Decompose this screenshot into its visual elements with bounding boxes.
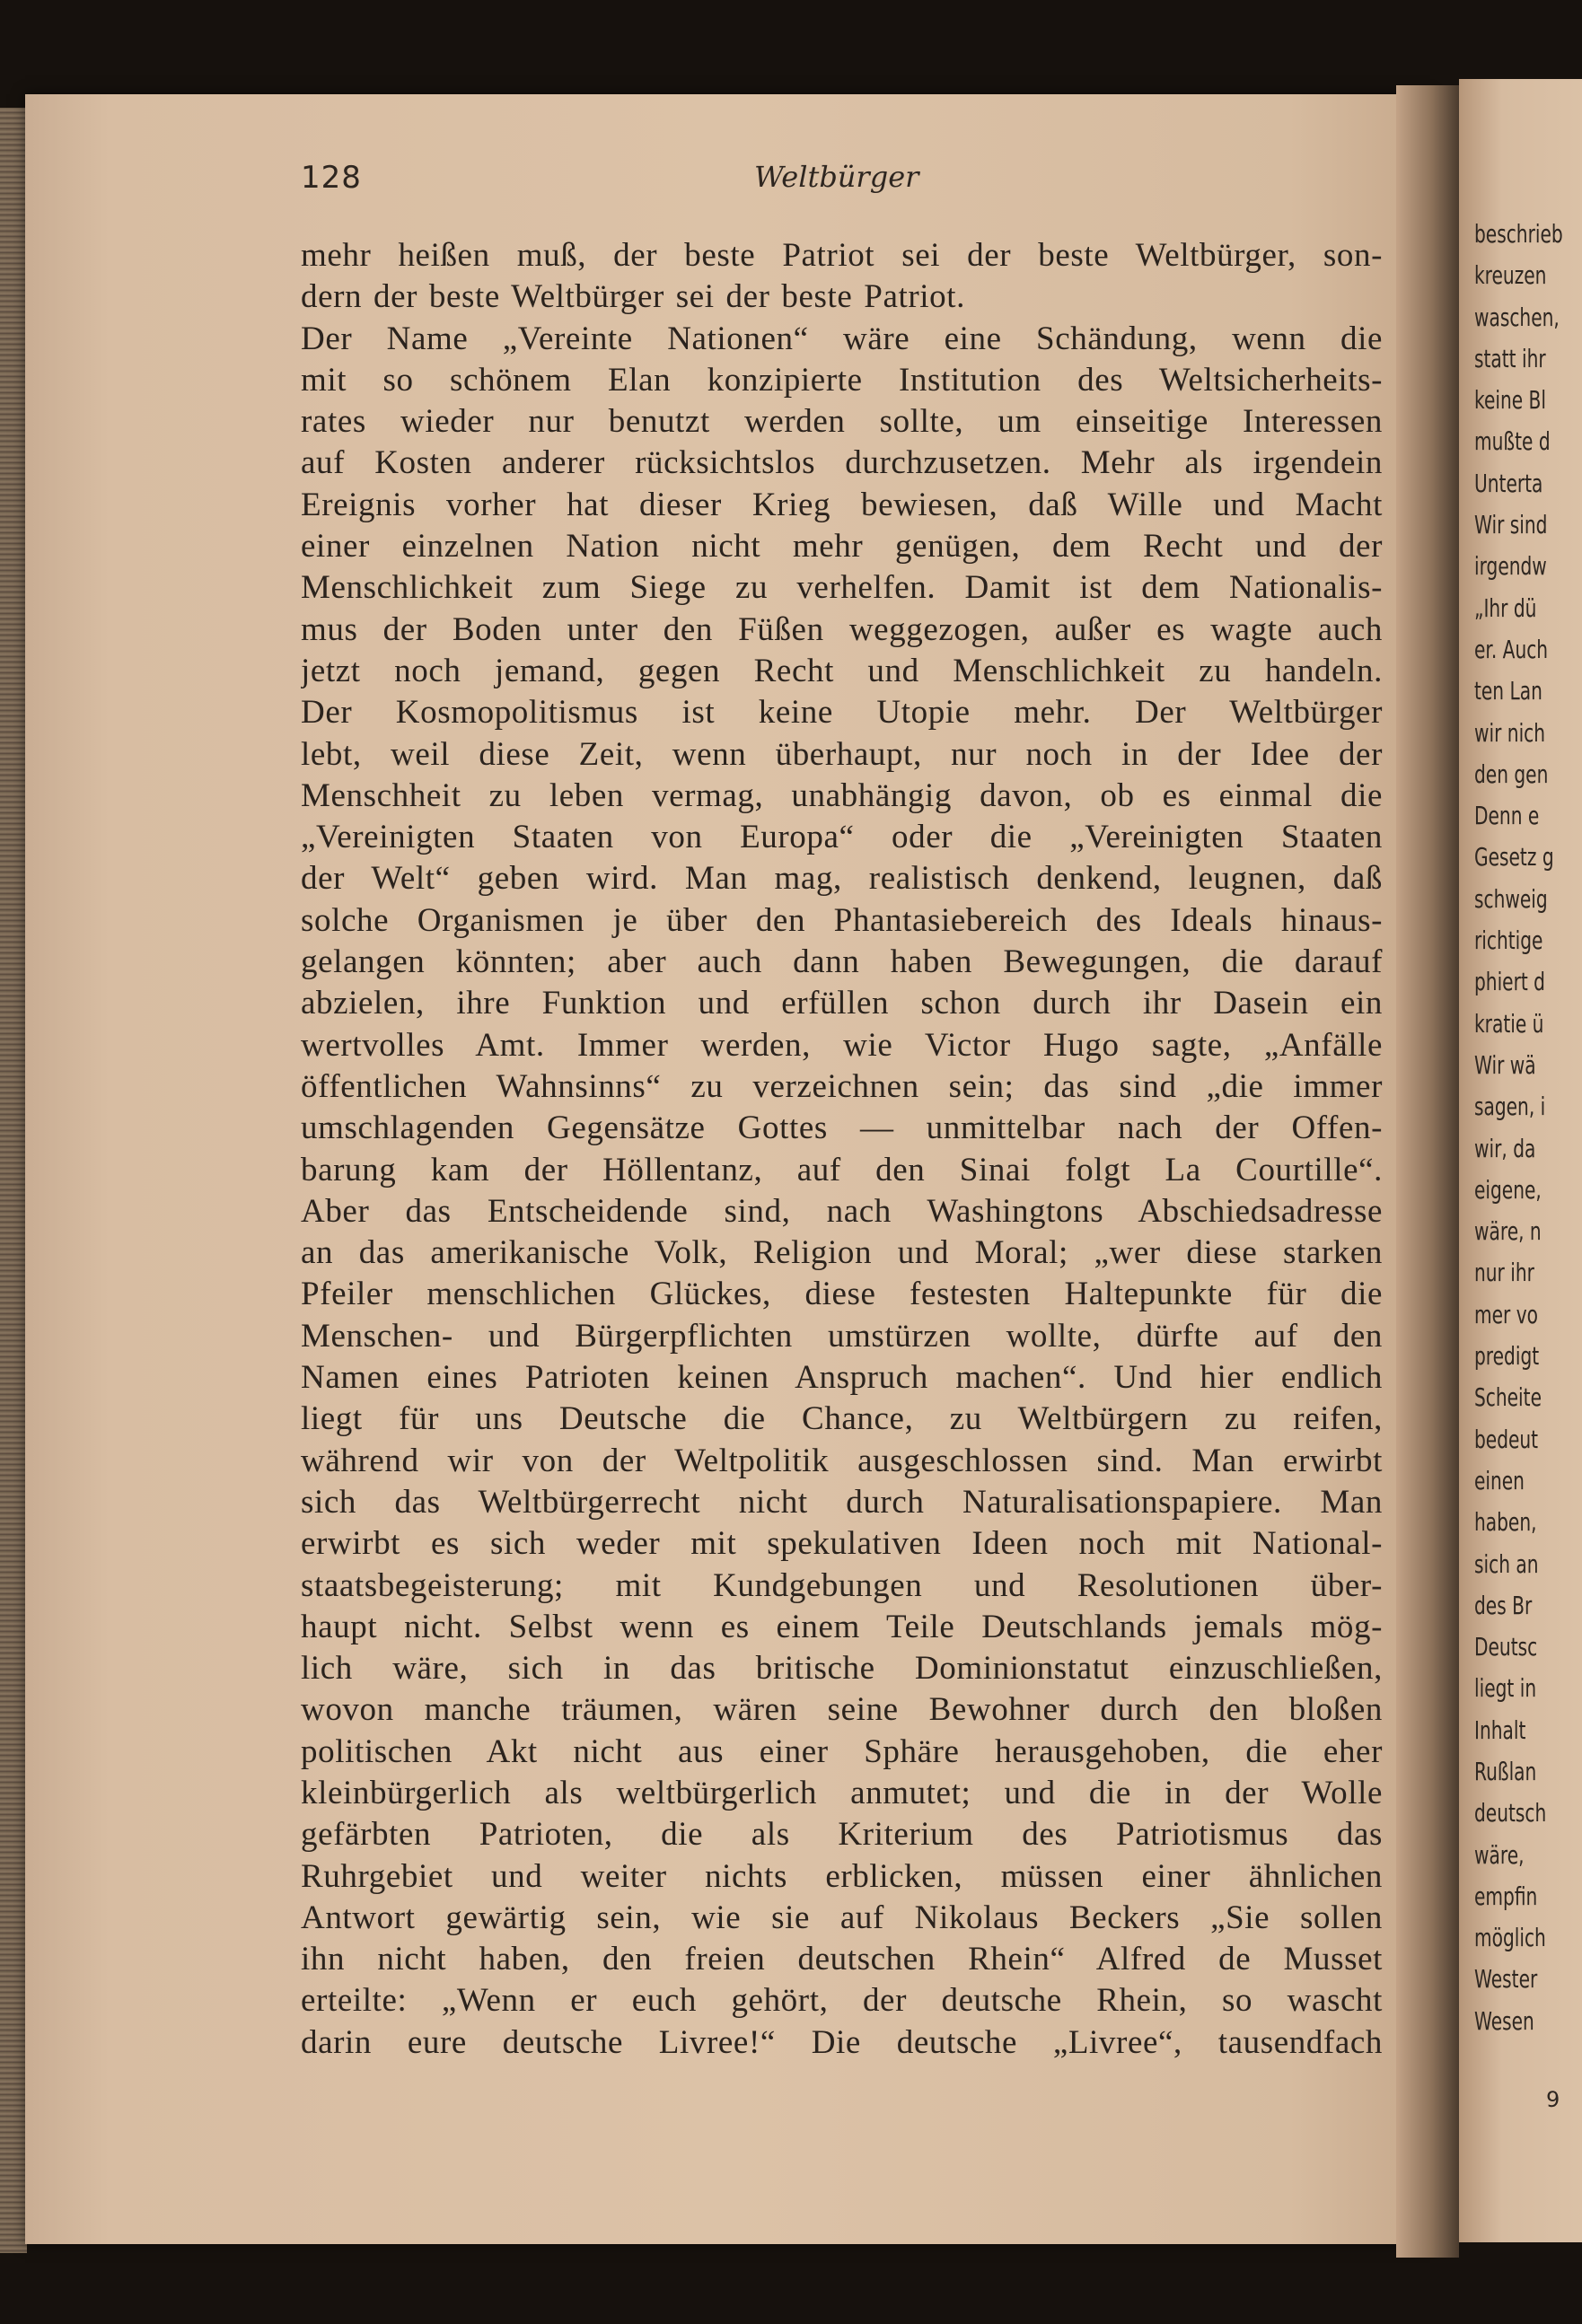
right-page-line-fragment: Inhalt [1474,1714,1526,1745]
right-page-line-fragment: irgendw [1474,551,1547,582]
right-page-line-fragment: wir nich [1474,717,1546,748]
text-line: „Vereinigten Staaten von Europa“ oder die „Vereinigten Staaten [301,819,1383,856]
book-gutter [1396,85,1459,2258]
running-title: Weltbürger [754,160,919,194]
text-line: Aber das Entscheidende sind, nach Washingtons Abschiedsadresse [301,1192,1383,1230]
text-line: Der Kosmopolitismus ist keine Utopie mehr. Der Weltbürger [301,694,1383,732]
text-line: lebt, weil diese Zeit, wenn überhaupt, nur noch in der Idee der [301,735,1383,773]
right-page-text-fragments [1474,214,1582,2042]
text-line: liegt für uns Deutsche die Chance, zu Weltbürgern zu reifen, [301,1400,1383,1438]
right-page-line-fragment: Wir sind [1474,510,1548,540]
right-page-line-fragment: Deutsc [1474,1632,1538,1662]
right-page-line-fragment: Wesen [1474,2005,1534,2036]
text-line: rates wieder nur benutzt werden sollte, um einseitige Interessen [301,403,1383,441]
right-page-line-fragment: deutsch [1474,1798,1547,1829]
page-number: 128 [301,160,362,196]
right-page-line-fragment: Denn e [1474,801,1540,831]
right-page-line-fragment: predigt [1474,1341,1540,1372]
right-page-line-fragment: er. Auch [1474,634,1549,664]
text-line: erteilte: „Wenn er euch gehört, der deutsche Rhein, so wascht [301,1982,1383,2020]
right-page-line-fragment: Scheite [1474,1382,1542,1413]
right-page-line-fragment: Unterta [1474,468,1543,498]
text-line: an das amerikanische Volk, Religion und Moral; „wer diese starken [301,1234,1383,1272]
text-line: einer einzelnen Nation nicht mehr genügen, dem Recht und der [301,528,1383,566]
right-page-line-fragment: den gen [1474,759,1549,789]
text-line: Menschlichkeit zum Siege zu verhelfen. Damit ist dem Nationalis- [301,569,1383,607]
text-line: gefärbten Patrioten, die als Kriterium des Patriotismus das [301,1816,1383,1854]
text-line: sich das Weltbürgerrecht nicht durch Naturalisationspapiere. Man [301,1483,1383,1521]
page-stack-edge [0,108,27,2253]
text-line: umschlagenden Gegensätze Gottes — unmittelbar nach der Offen- [301,1109,1383,1147]
right-page-line-fragment: des Br [1474,1590,1533,1620]
right-page-line-fragment: liegt in [1474,1673,1537,1704]
text-line: Pfeiler menschlichen Glückes, diese festesten Haltepunkte für die [301,1276,1383,1313]
running-head [301,160,1378,205]
text-line: wovon manche träumen, wären seine Bewohner durch den bloßen [301,1691,1383,1729]
text-line: abzielen, ihre Funktion und erfüllen schon durch ihr Dasein ein [301,985,1383,1022]
right-page-line-fragment: bedeut [1474,1424,1539,1454]
text-line: solche Organismen je über den Phantasiebereich des Ideals hinaus- [301,901,1383,939]
text-line: kleinbürgerlich als weltbürgerlich anmutet; und die in der Wolle [301,1774,1383,1811]
right-page-line-fragment: kreuzen [1474,260,1547,291]
text-line: auf Kosten anderer rücksichtslos durchzusetzen. Mehr als irgendein [301,444,1383,482]
right-page-line-fragment: möglich [1474,1923,1546,1953]
right-page-line-fragment: mer vo [1474,1299,1539,1329]
text-line: während wir von der Weltpolitik ausgeschlossen sind. Man erwirbt [301,1442,1383,1479]
right-page-line-fragment: Wir wä [1474,1049,1536,1080]
right-page-line-fragment: sagen, i [1474,1092,1546,1122]
text-line: Menschen- und Bürgerpflichten umstürzen wollte, dürfte auf den [301,1317,1383,1355]
text-line: mit so schönem Elan konzipierte Institution des Weltsicherheits- [301,361,1383,399]
right-page-number: 9 [1546,2087,1560,2112]
right-page-line-fragment: empfin [1474,1881,1538,1911]
right-page-line-fragment: beschrieb [1474,219,1563,249]
right-page-line-fragment: statt ihr [1474,343,1546,373]
text-line: jetzt noch jemand, gegen Recht und Menschlichkeit zu handeln. [301,652,1383,689]
text-line: erwirbt es sich weder mit spekulativen Ideen noch mit National- [301,1525,1383,1563]
text-line: lich wäre, sich in das britische Dominionstatut einzuschließen, [301,1650,1383,1688]
right-page-line-fragment: keine Bl [1474,385,1546,416]
right-page-line-fragment: wäre, n [1474,1216,1542,1247]
text-line: Der Name „Vereinte Nationen“ wäre eine Schändung, wenn die [301,320,1383,357]
right-page-line-fragment: „Ihr dü [1474,592,1537,623]
text-line: barung kam der Höllentanz, auf den Sinai folgt La Courtille“. [301,1151,1383,1188]
right-page-line-fragment: eigene, [1474,1174,1542,1205]
right-page-line-fragment: richtige [1474,925,1543,956]
text-line: wertvolles Amt. Immer werden, wie Victor Hugo sagte, „Anfälle [301,1026,1383,1064]
text-line: gelangen könnten; aber auch dann haben Bewegungen, die darauf [301,943,1383,981]
right-page-line-fragment: schweig [1474,883,1548,914]
text-line: politischen Akt nicht aus einer Sphäre herausgehoben, die eher [301,1732,1383,1770]
body-text [301,235,1383,2064]
right-page-line-fragment: waschen, [1474,302,1560,332]
right-page-line-fragment: wir, da [1474,1133,1536,1163]
right-page-line-fragment: nur ihr [1474,1258,1534,1288]
text-line: Ruhrgebiet und weiter nichts erblicken, müssen einer ähnlichen [301,1857,1383,1895]
text-line: staatsbegeisterung; mit Kundgebungen und Resolutionen über- [301,1566,1383,1604]
text-line: ihn nicht haben, den freien deutschen Rhein“ Alfred de Musset [301,1941,1383,1978]
text-line: darin eure deutsche Livree!“ Die deutsche „Livree“, tausendfach [301,2023,1383,2061]
text-line: haupt nicht. Selbst wenn es einem Teile Deutschlands jemals mög- [301,1608,1383,1645]
right-page-line-fragment: sich an [1474,1548,1539,1579]
right-page-line-fragment: mußte d [1474,426,1551,457]
right-page-line-fragment: haben, [1474,1507,1537,1538]
text-line: dern der beste Weltbürger sei der beste Patriot. [301,278,966,316]
right-page-line-fragment: kratie ü [1474,1008,1544,1039]
text-line: Menschheit zu leben vermag, unabhängig davon, ob es einmal die [301,776,1383,814]
text-line: Ereignis vorher hat dieser Krieg bewiesen, daß Wille und Macht [301,486,1383,523]
text-line: mus der Boden unter den Füßen weggezogen, außer es wagte auch [301,610,1383,648]
text-line: Namen eines Patrioten keinen Anspruch machen“. Und hier endlich [301,1359,1383,1397]
text-line: mehr heißen muß, der beste Patriot sei der beste Weltbürger, son- [301,237,1383,274]
right-page-line-fragment: wäre, [1474,1839,1525,1870]
right-page-line-fragment: ten Lan [1474,676,1542,706]
text-line: der Welt“ geben wird. Man mag, realistisch denkend, leugnen, daß [301,860,1383,898]
right-page-line-fragment: phiert d [1474,967,1545,997]
text-line: öffentlichen Wahnsinns“ zu verzeichnen sein; das sind „die immer [301,1067,1383,1105]
right-page-line-fragment: Rußlan [1474,1756,1537,1786]
right-page-line-fragment: Gesetz g [1474,842,1554,873]
right-page-line-fragment: einen [1474,1465,1525,1495]
right-page-line-fragment: Wester [1474,1964,1538,1995]
text-line: Antwort gewärtig sein, wie sie auf Nikolaus Beckers „Sie sollen [301,1899,1383,1936]
